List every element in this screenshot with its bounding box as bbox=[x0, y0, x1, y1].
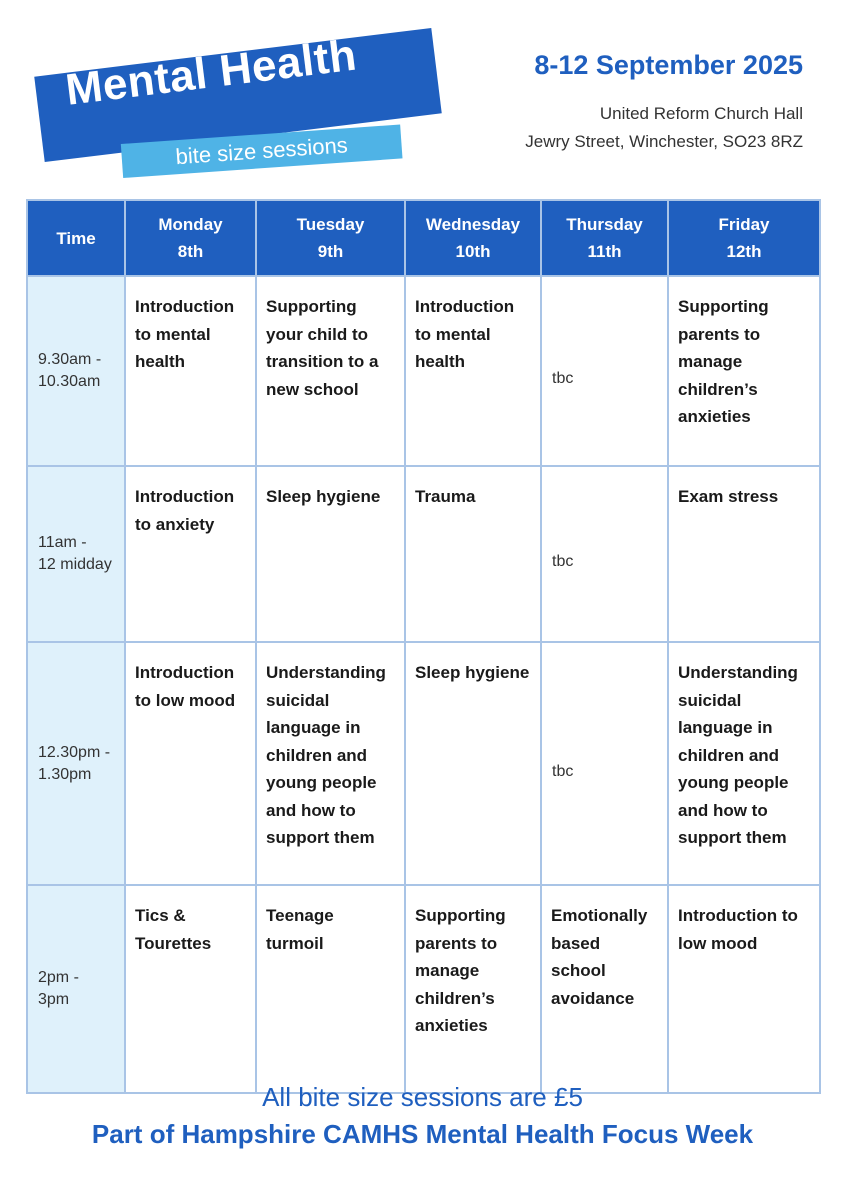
session-cell: Understanding suicidal language in children and young people and how to support them bbox=[256, 642, 405, 885]
session-cell: Understanding suicidal language in children and young people and how to support them bbox=[668, 642, 820, 885]
focus-week-note: Part of Hampshire CAMHS Mental Health Focus Week bbox=[91, 1119, 754, 1149]
session-cell-tbc: tbc bbox=[541, 466, 668, 642]
session-cell: Supporting parents to manage children’s anxieties bbox=[405, 885, 541, 1093]
day-header-tuesday bbox=[256, 200, 405, 276]
day-date: 8th bbox=[177, 242, 204, 261]
time-header: Time bbox=[27, 200, 125, 276]
day-name: Tuesday bbox=[296, 215, 365, 234]
session-cell: Introduction to mental health bbox=[405, 276, 541, 466]
session-cell: Introduction to anxiety bbox=[125, 466, 256, 642]
logo bbox=[38, 30, 448, 170]
header-row bbox=[27, 200, 820, 276]
time-start: 12.30pm - bbox=[38, 743, 111, 761]
day-date: 9th bbox=[317, 242, 344, 261]
time-end: 3pm bbox=[38, 991, 70, 1008]
timetable-row bbox=[27, 885, 820, 1093]
price-note: All bite size sessions are £5 bbox=[262, 1082, 583, 1112]
session-cell: Introduction to mental health bbox=[125, 276, 256, 466]
session-cell: Trauma bbox=[405, 466, 541, 642]
timetable-row bbox=[27, 276, 820, 466]
session-cell-tbc: tbc bbox=[541, 276, 668, 466]
day-name: Friday bbox=[718, 215, 770, 234]
day-date: 10th bbox=[455, 242, 491, 261]
session-cell: Sleep hygiene bbox=[405, 642, 541, 885]
day-header-friday bbox=[668, 200, 820, 276]
event-date: 8-12 September 2025 bbox=[534, 50, 803, 80]
time-slot-cell bbox=[27, 466, 125, 642]
day-date: 12th bbox=[726, 242, 762, 261]
venue-line-2: Jewry Street, Winchester, SO23 8RZ bbox=[525, 132, 803, 151]
logo-title: Mental Health bbox=[62, 30, 360, 115]
session-cell-tbc: tbc bbox=[541, 642, 668, 885]
day-date: 11th bbox=[587, 242, 622, 261]
event-venue bbox=[525, 100, 803, 156]
time-slot-cell bbox=[27, 885, 125, 1093]
day-header-wednesday bbox=[405, 200, 541, 276]
timetable-row bbox=[27, 642, 820, 885]
session-cell: Sleep hygiene bbox=[256, 466, 405, 642]
session-cell: Introduction to low mood bbox=[125, 642, 256, 885]
time-start: 9.30am - bbox=[38, 351, 102, 368]
session-cell: Supporting parents to manage children’s anxieties bbox=[668, 276, 820, 466]
venue-line-1: United Reform Church Hall bbox=[599, 104, 803, 123]
session-cell: Exam stress bbox=[668, 466, 820, 642]
logo-subtitle: bite size sessions bbox=[121, 125, 403, 178]
day-name: Thursday bbox=[566, 215, 643, 234]
session-cell: Emotionally based school avoidance bbox=[541, 885, 668, 1093]
time-slot-cell bbox=[27, 276, 125, 466]
time-start: 11am - bbox=[38, 534, 87, 551]
session-cell: Teenage turmoil bbox=[256, 885, 405, 1093]
time-end: 10.30am bbox=[38, 373, 101, 390]
time-slot-cell bbox=[27, 642, 125, 885]
day-name: Wednesday bbox=[425, 215, 521, 234]
day-header-monday bbox=[125, 200, 256, 276]
day-name: Monday bbox=[158, 215, 223, 234]
timetable bbox=[26, 199, 821, 1094]
session-cell: Supporting your child to transition to a new school bbox=[256, 276, 405, 466]
footer bbox=[0, 1080, 845, 1154]
time-start: 2pm - bbox=[38, 969, 79, 986]
time-end: 12 midday bbox=[38, 556, 112, 573]
time-end: 1.30pm bbox=[38, 765, 92, 783]
session-cell: Tics & Tourettes bbox=[125, 885, 256, 1093]
session-cell: Introduction to low mood bbox=[668, 885, 820, 1093]
day-header-thursday bbox=[541, 200, 668, 276]
timetable-row bbox=[27, 466, 820, 642]
